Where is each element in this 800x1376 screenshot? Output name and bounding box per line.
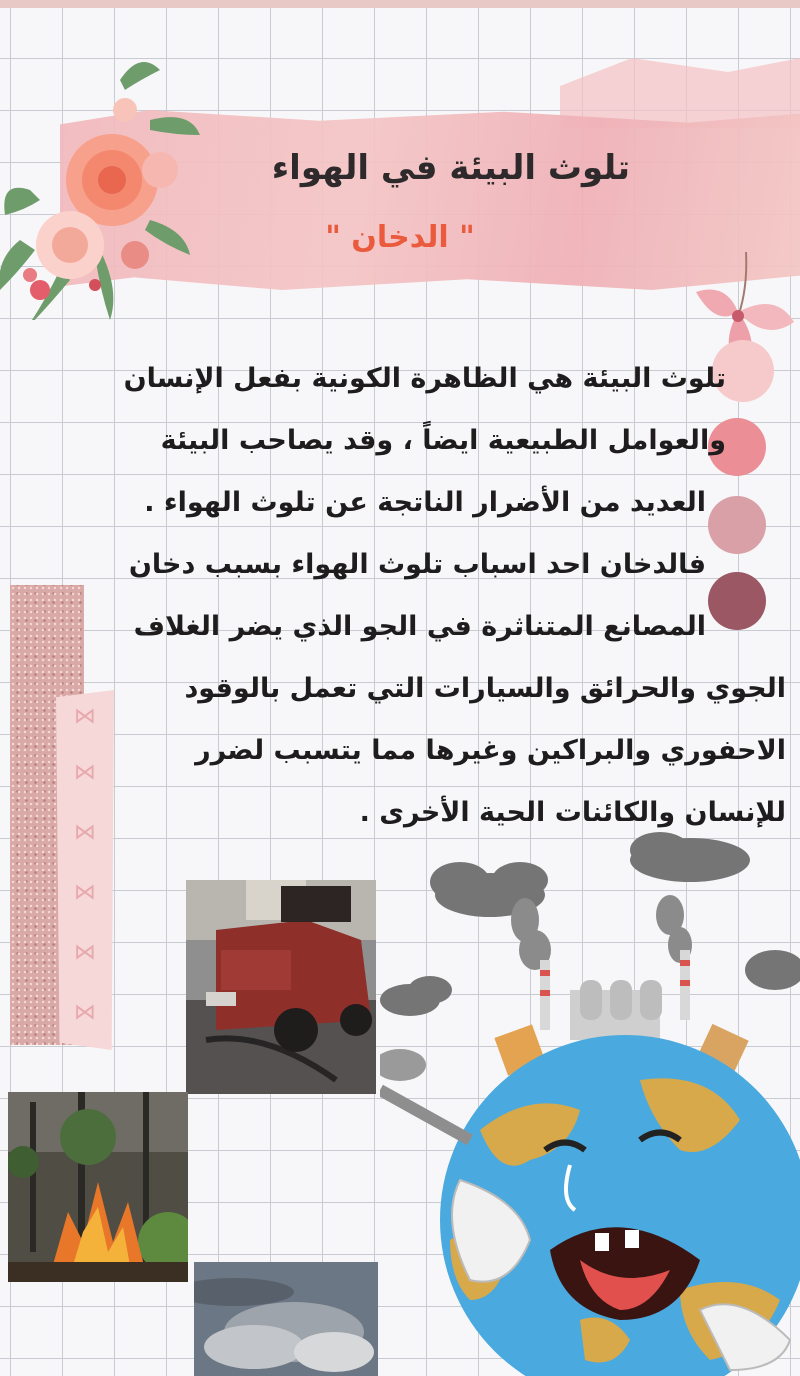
bow-icon: ⋈ [74,1000,96,1025]
bow-icon: ⋈ [74,880,96,905]
bow-icon: ⋈ [74,760,96,785]
pink-paper-strip [56,690,114,1050]
bow-icon: ⋈ [74,704,96,729]
bow-icon: ⋈ [74,820,96,845]
top-border-strip [0,0,800,8]
truck-exhaust-photo [186,880,376,1094]
body-line: العديد من الأضرار الناتجة عن تلوث الهواء . [144,487,706,518]
body-line: الاحفوري والبراكين وغيرها مما يتسبب لضرر [195,735,786,766]
body-line: تلوث البيئة هي الظاهرة الكونية بفعل الإنسان [123,363,726,394]
body-paragraph [26,348,786,844]
body-line: فالدخان احد اسباب تلوث الهواء بسبب دخان [128,549,706,580]
crying-earth-illustration [380,820,800,1376]
forest-fire-photo [8,1092,188,1282]
page-subtitle: " الدخان " [325,220,475,255]
body-line: للإنسان والكائنات الحية الأخرى . [359,797,786,828]
page-title: تلوث البيئة في الهواء [271,148,630,188]
body-line: والعوامل الطبيعية ايضاً ، وقد يصاحب البيئة [160,425,726,456]
body-line: الجوي والحرائق والسيارات التي تعمل بالوقود [184,673,786,704]
flower-bouquet-icon [0,40,200,320]
body-line: المصانع المتناثرة في الجو الذي يضر الغلاف [133,611,706,642]
bow-icon: ⋈ [74,940,96,965]
factory-smoke-photo [194,1262,378,1376]
